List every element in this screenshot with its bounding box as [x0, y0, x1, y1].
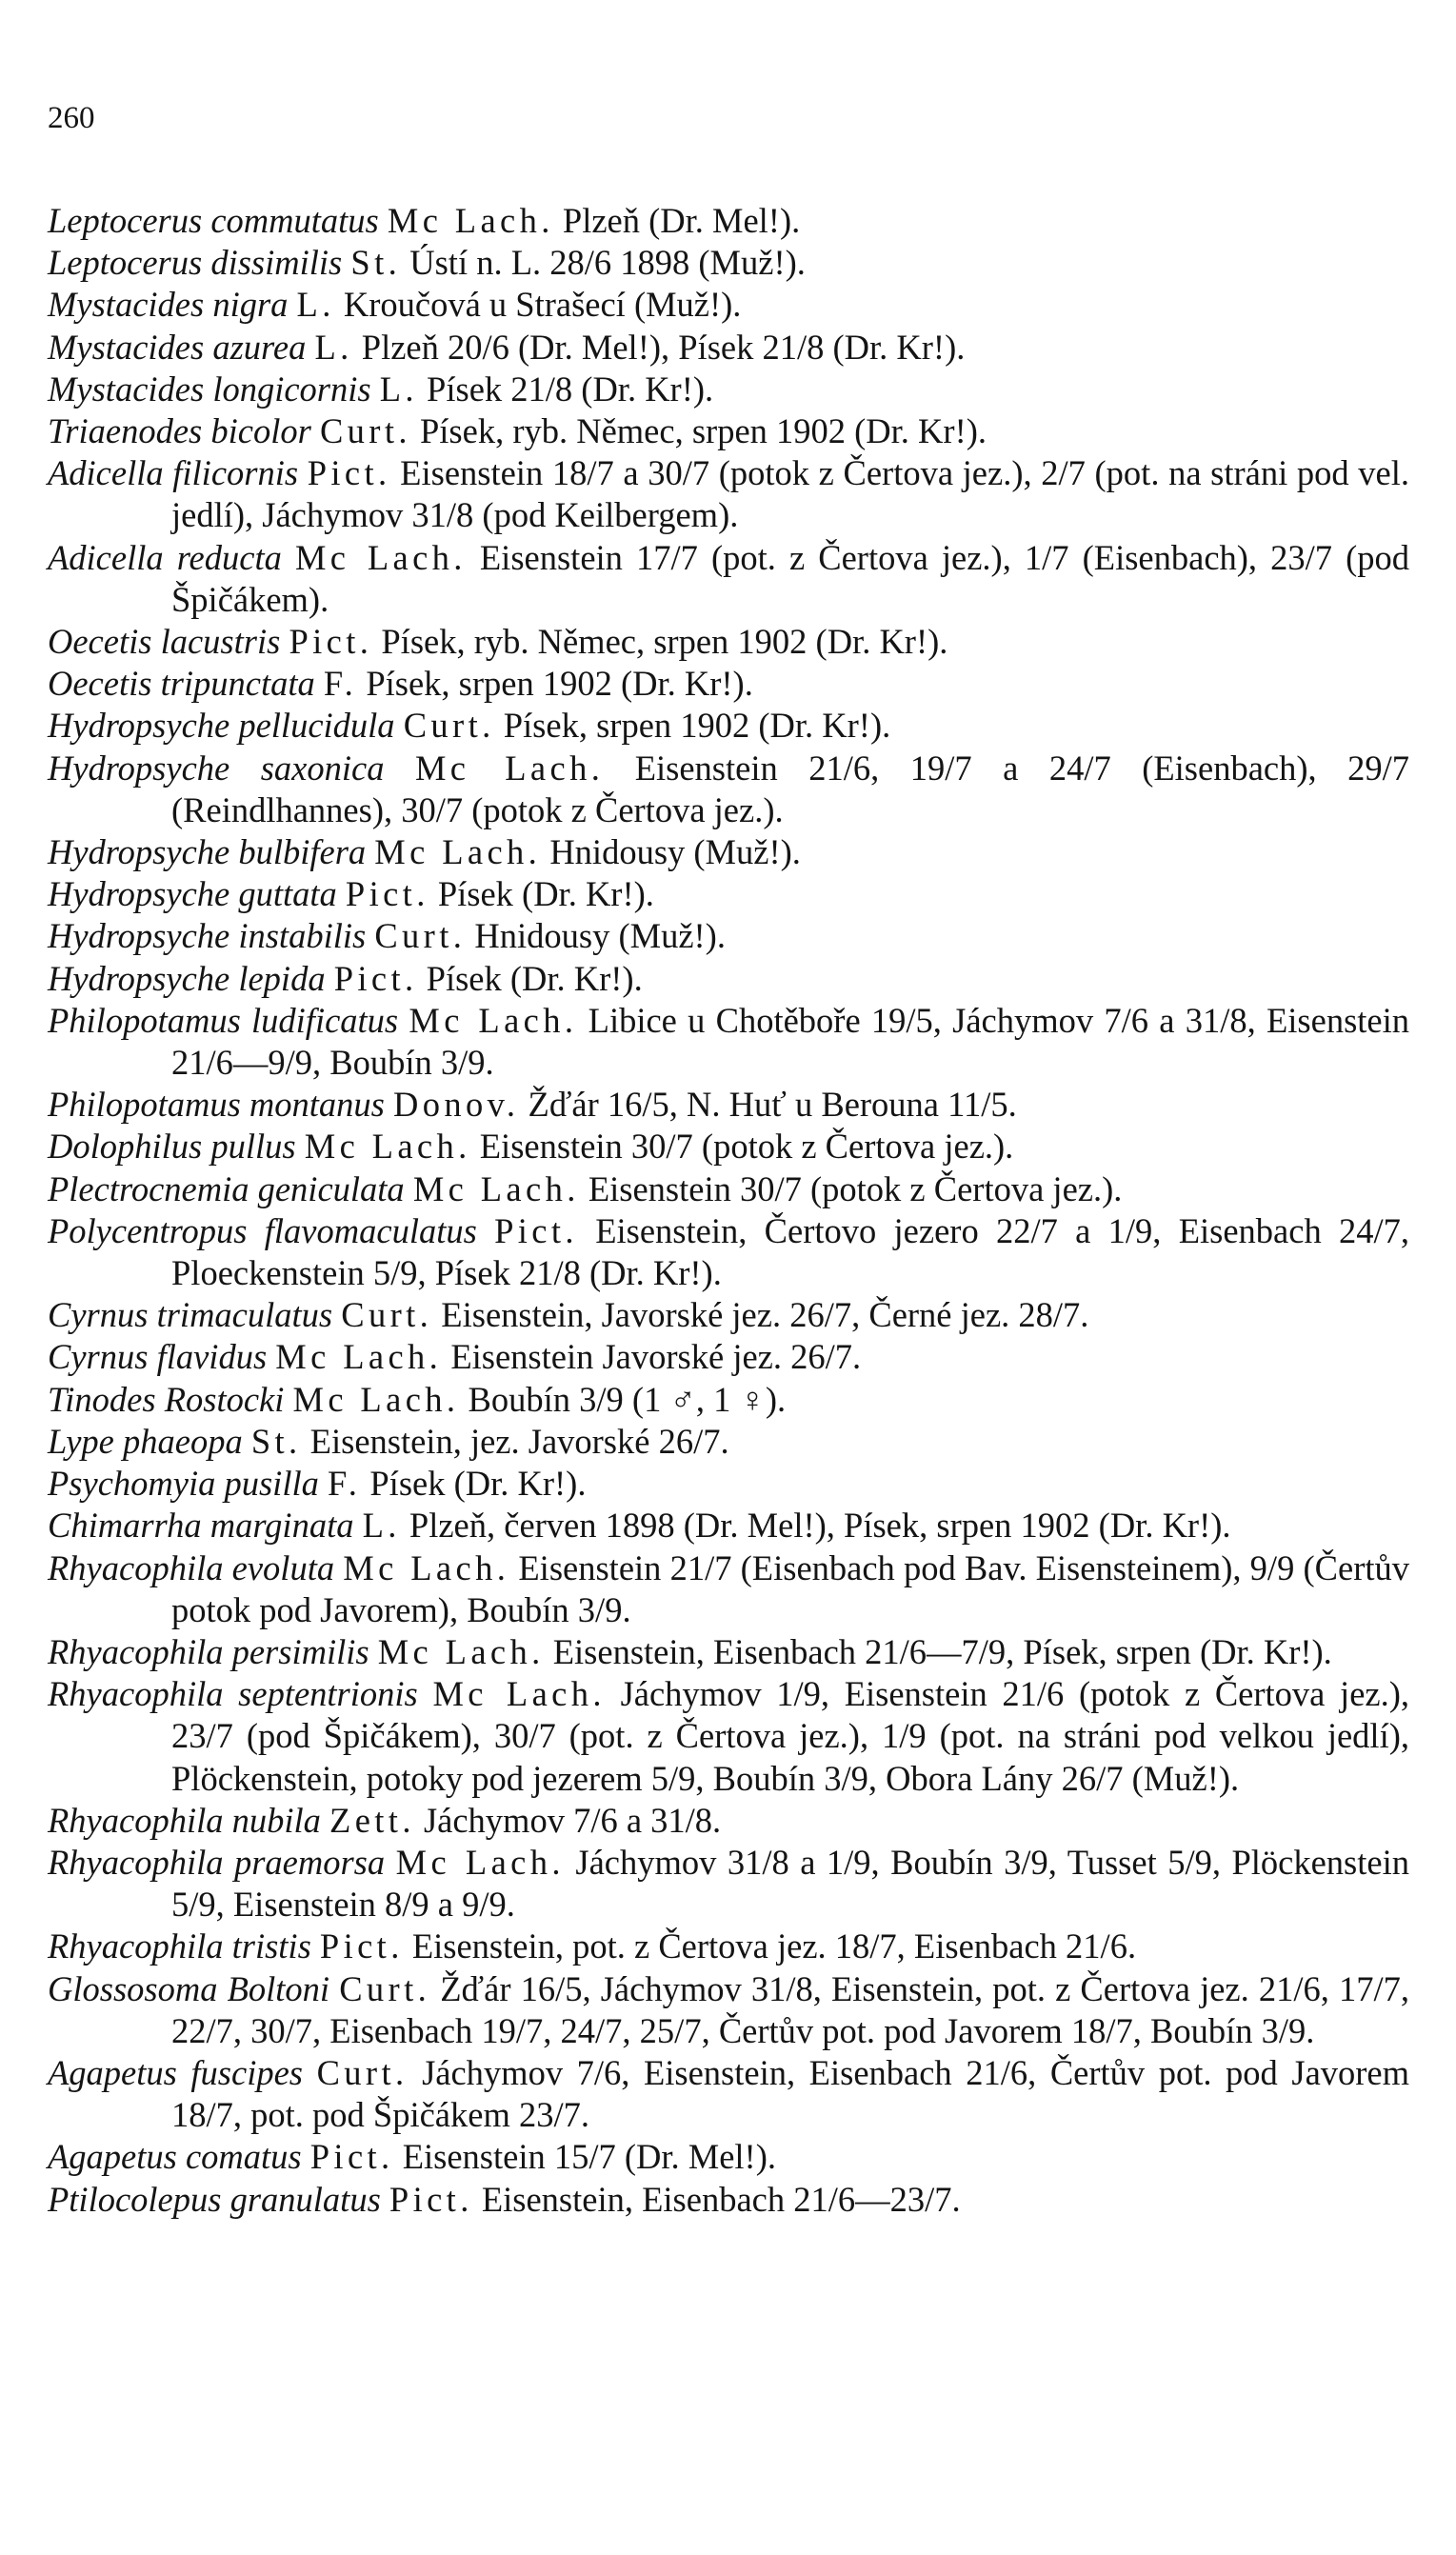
- taxon-author: Donov.: [393, 1085, 520, 1125]
- taxon-author: Curt.: [319, 411, 411, 451]
- locality-record: Žďár 16/5, N. Huť u Berouna 11/5.: [528, 1085, 1017, 1125]
- locality-record: Ústí n. L. 28/6 1898 (Muž!).: [409, 243, 806, 283]
- species-entry: [48, 2136, 1409, 2178]
- taxon-author: Pict.: [289, 622, 373, 662]
- species-entry: [48, 1547, 1409, 1631]
- taxon-name: Cyrnus flavidus: [48, 1337, 268, 1377]
- species-entry: [48, 831, 1409, 873]
- locality-record: Jáchymov 1/9, Eisenstein 21/6 (potok z Čertova jez.), 23/7 (pod Špičákem), 30/7 (pot. z Čertova jez.), 1/9 (pot. na stráni pod velkou jedlí), Plöckenstein, potoky pod jezerem 5/9, Boubín 3/9, Obora Lány 26/7 (Muž!).: [171, 1674, 1410, 1798]
- locality-record: Písek (Dr. Kr!).: [426, 958, 643, 998]
- taxon-author: Pict.: [333, 958, 418, 998]
- taxon-author: Mc Lach.: [414, 748, 605, 788]
- taxon-name: Rhyacophila evoluta: [48, 1547, 335, 1587]
- locality-record: Eisenstein 21/6, 19/7 a 24/7 (Eisenbach), 29/7 (Reindlhannes), 30/7 (potok z Čertova jez.).: [171, 748, 1410, 829]
- locality-record: Eisenstein, pot. z Čertova jez. 18/7, Eisenbach 21/6.: [411, 1926, 1137, 1966]
- locality-record: Eisenstein 15/7 (Dr. Mel!).: [402, 2137, 776, 2177]
- taxon-name: Lype phaeopa: [48, 1421, 243, 1461]
- species-entry: [48, 200, 1409, 242]
- taxon-name: Triaenodes bicolor: [48, 411, 311, 451]
- taxon-name: Hydropsyche saxonica: [48, 748, 385, 788]
- taxon-name: Mystacides azurea: [48, 327, 307, 367]
- species-entry: [48, 1336, 1409, 1378]
- species-entry: [48, 1084, 1409, 1126]
- species-entry: [48, 369, 1409, 410]
- taxon-author: Mc Lach.: [304, 1127, 471, 1167]
- taxon-author: Curt.: [374, 916, 467, 956]
- taxon-author: Pict.: [307, 453, 391, 493]
- species-entry: [48, 1294, 1409, 1336]
- taxon-author: Pict.: [319, 1926, 404, 1966]
- locality-record: Eisenstein 17/7 (pot. z Čertova jez.), 1/7 (Eisenbach), 23/7 (pod Špičákem).: [171, 537, 1410, 619]
- taxon-author: Pict.: [309, 2137, 394, 2177]
- species-entry: [48, 621, 1409, 663]
- locality-record: Písek, ryb. Němec, srpen 1902 (Dr. Kr!).: [381, 622, 948, 662]
- taxon-name: Philopotamus montanus: [48, 1085, 385, 1125]
- taxon-author: L.: [379, 369, 418, 409]
- taxon-name: Adicella reducta: [48, 537, 282, 577]
- taxon-author: L.: [314, 327, 353, 367]
- taxon-author: F.: [323, 664, 358, 704]
- species-entry: [48, 1463, 1409, 1505]
- taxon-author: St.: [350, 243, 402, 283]
- species-entry: [48, 1842, 1409, 1926]
- locality-record: Boubín 3/9 (1 ♂, 1 ♀).: [468, 1379, 787, 1419]
- locality-record: Eisenstein Javorské jez. 26/7.: [450, 1337, 862, 1377]
- taxon-author: Pict.: [494, 1210, 578, 1250]
- species-entry: [48, 284, 1409, 326]
- locality-record: Písek (Dr. Kr!).: [437, 874, 654, 914]
- taxon-name: Ptilocolepus granulatus: [48, 2179, 381, 2219]
- taxon-author: Curt.: [316, 2052, 409, 2092]
- locality-record: Eisenstein, Eisenbach 21/6—7/9, Písek, srpen (Dr. Kr!).: [552, 1631, 1332, 1671]
- taxon-name: Cyrnus trimaculatus: [48, 1295, 333, 1335]
- locality-record: Písek (Dr. Kr!).: [369, 1464, 587, 1504]
- taxon-author: Mc Lach.: [387, 201, 554, 240]
- taxon-name: Hydropsyche lepida: [48, 958, 326, 998]
- taxon-author: Curt.: [403, 706, 495, 746]
- species-entry: [48, 1421, 1409, 1463]
- locality-record: Jáchymov 7/6 a 31/8.: [423, 1800, 722, 1840]
- taxon-name: Hydropsyche guttata: [48, 874, 337, 914]
- species-entry: [48, 1800, 1409, 1842]
- locality-record: Eisenstein 30/7 (potok z Čertova jez.).: [479, 1127, 1014, 1167]
- species-entry: [48, 242, 1409, 284]
- taxon-author: Curt.: [341, 1295, 433, 1335]
- locality-record: Eisenstein 18/7 a 30/7 (potok z Čertova jez.), 2/7 (pot. na stráni pod vel. jedlí), Jáchymov 31/8 (pod Keilbergem).: [171, 453, 1410, 535]
- locality-record: Hnidousy (Muž!).: [549, 832, 801, 872]
- taxon-name: Rhyacophila septentrionis: [48, 1674, 418, 1714]
- taxon-name: Chimarrha marginata: [48, 1506, 354, 1546]
- locality-record: Písek, srpen 1902 (Dr. Kr!).: [503, 706, 891, 746]
- taxon-name: Rhyacophila persimilis: [48, 1631, 369, 1671]
- locality-record: Plzeň (Dr. Mel!).: [562, 201, 801, 240]
- taxon-name: Hydropsyche instabilis: [48, 916, 367, 956]
- taxon-name: Hydropsyche pellucidula: [48, 706, 395, 746]
- taxon-name: Leptocerus commutatus: [48, 201, 379, 240]
- taxon-name: Rhyacophila praemorsa: [48, 1842, 386, 1882]
- species-entry: [48, 2052, 1409, 2136]
- species-entry: [48, 1968, 1409, 2052]
- taxon-name: Dolophilus pullus: [48, 1127, 296, 1167]
- taxon-author: Mc Lach.: [409, 1000, 578, 1040]
- taxon-author: Zett.: [329, 1800, 415, 1840]
- locality-record: Eisenstein, Javorské jez. 26/7, Černé jez. 28/7.: [441, 1295, 1089, 1335]
- species-entry: [48, 327, 1409, 369]
- taxon-name: Philopotamus ludificatus: [48, 1000, 399, 1040]
- taxon-name: Polycentropus flavomaculatus: [48, 1210, 477, 1250]
- species-list: [48, 200, 1409, 2221]
- species-entry: [48, 873, 1409, 915]
- taxon-name: Tinodes Rostocki: [48, 1379, 285, 1419]
- taxon-author: Mc Lach.: [412, 1168, 580, 1208]
- taxon-author: L.: [362, 1506, 401, 1546]
- species-entry: [48, 958, 1409, 1000]
- taxon-author: L.: [296, 285, 335, 325]
- taxon-author: F.: [327, 1464, 362, 1504]
- locality-record: Kroučová u Strašecí (Muž!).: [343, 285, 742, 325]
- taxon-author: Pict.: [345, 874, 429, 914]
- taxon-name: Adicella filicornis: [48, 453, 299, 493]
- locality-record: Eisenstein, jez. Javorské 26/7.: [309, 1421, 729, 1461]
- taxon-name: Rhyacophila nubila: [48, 1800, 321, 1840]
- taxon-name: Mystacides nigra: [48, 285, 289, 325]
- locality-record: Eisenstein 21/7 (Eisenbach pod Bav. Eisensteinem), 9/9 (Čertův potok pod Javorem), Boubín 3/9.: [171, 1547, 1409, 1629]
- locality-record: Hnidousy (Muž!).: [474, 916, 726, 956]
- taxon-name: Oecetis tripunctata: [48, 664, 315, 704]
- page-number: 260: [48, 101, 95, 135]
- species-entry: [48, 2179, 1409, 2221]
- taxon-name: Mystacides longicornis: [48, 369, 371, 409]
- taxon-author: Mc Lach.: [395, 1842, 565, 1882]
- locality-record: Plzeň, červen 1898 (Dr. Mel!), Písek, srpen 1902 (Dr. Kr!).: [409, 1506, 1231, 1546]
- taxon-author: Mc Lach.: [294, 537, 467, 577]
- taxon-name: Oecetis lacustris: [48, 622, 281, 662]
- species-entry: [48, 410, 1409, 452]
- species-entry: [48, 1631, 1409, 1673]
- taxon-name: Leptocerus dissimilis: [48, 243, 343, 283]
- species-entry: [48, 915, 1409, 957]
- taxon-author: Mc Lach.: [292, 1379, 460, 1419]
- locality-record: Eisenstein, Eisenbach 21/6—23/7.: [481, 2179, 961, 2219]
- locality-record: Jáchymov 31/8 a 1/9, Boubín 3/9, Tusset 5/9, Plöckenstein 5/9, Eisenstein 8/9 a 9/9.: [171, 1842, 1409, 1925]
- locality-record: Plzeň 20/6 (Dr. Mel!), Písek 21/8 (Dr. Kr!).: [361, 327, 966, 367]
- taxon-author: Mc Lach.: [432, 1674, 606, 1714]
- species-entry: [48, 1126, 1409, 1168]
- taxon-name: Glossosoma Boltoni: [48, 1968, 330, 2008]
- species-entry: [48, 1505, 1409, 1547]
- locality-record: Písek, ryb. Němec, srpen 1902 (Dr. Kr!).: [419, 411, 987, 451]
- taxon-name: Hydropsyche bulbifera: [48, 832, 367, 872]
- taxon-name: Psychomyia pusilla: [48, 1464, 319, 1504]
- taxon-author: St.: [250, 1421, 302, 1461]
- taxon-author: Mc Lach.: [275, 1337, 443, 1377]
- locality-record: Libice u Chotěboře 19/5, Jáchymov 7/6 a 31/8, Eisenstein 21/6—9/9, Boubín 3/9.: [171, 1000, 1410, 1083]
- taxon-author: Pict.: [389, 2179, 473, 2219]
- locality-record: Eisenstein, Čertovo jezero 22/7 a 1/9, Eisenbach 24/7, Ploeckenstein 5/9, Písek 21/8 (Dr. Kr!).: [171, 1210, 1410, 1293]
- taxon-name: Rhyacophila tristis: [48, 1926, 311, 1966]
- locality-record: Písek, srpen 1902 (Dr. Kr!).: [366, 664, 753, 704]
- species-entry: [48, 1379, 1409, 1421]
- taxon-author: Mc Lach.: [374, 832, 542, 872]
- species-entry: [48, 663, 1409, 705]
- locality-record: Žďár 16/5, Jáchymov 31/8, Eisenstein, pot. z Čertova jez. 21/6, 17/7, 22/7, 30/7, Eisenbach 19/7, 24/7, 25/7, Čertův pot. pod Javorem 18/7, Boubín 3/9.: [171, 1968, 1410, 2050]
- locality-record: Eisenstein 30/7 (potok z Čertova jez.).: [588, 1168, 1123, 1208]
- species-entry: [48, 1168, 1409, 1210]
- taxon-name: Agapetus fuscipes: [48, 2052, 303, 2092]
- species-entry: [48, 452, 1409, 536]
- taxon-author: Mc Lach.: [343, 1547, 510, 1587]
- locality-record: Jáchymov 7/6, Eisenstein, Eisenbach 21/6, Čertův pot. pod Javorem 18/7, pot. pod Špičákem 23/7.: [171, 2052, 1410, 2135]
- species-entry: [48, 1210, 1409, 1294]
- taxon-name: Agapetus comatus: [48, 2137, 302, 2177]
- species-entry: [48, 748, 1409, 831]
- species-entry: [48, 537, 1409, 621]
- species-entry: [48, 1926, 1409, 1967]
- species-entry: [48, 705, 1409, 747]
- taxon-author: Mc Lach.: [377, 1631, 545, 1671]
- species-entry: [48, 1000, 1409, 1084]
- taxon-author: Curt.: [339, 1968, 431, 2008]
- taxon-name: Plectrocnemia geniculata: [48, 1168, 405, 1208]
- locality-record: Písek 21/8 (Dr. Kr!).: [427, 369, 714, 409]
- species-entry: [48, 1673, 1409, 1800]
